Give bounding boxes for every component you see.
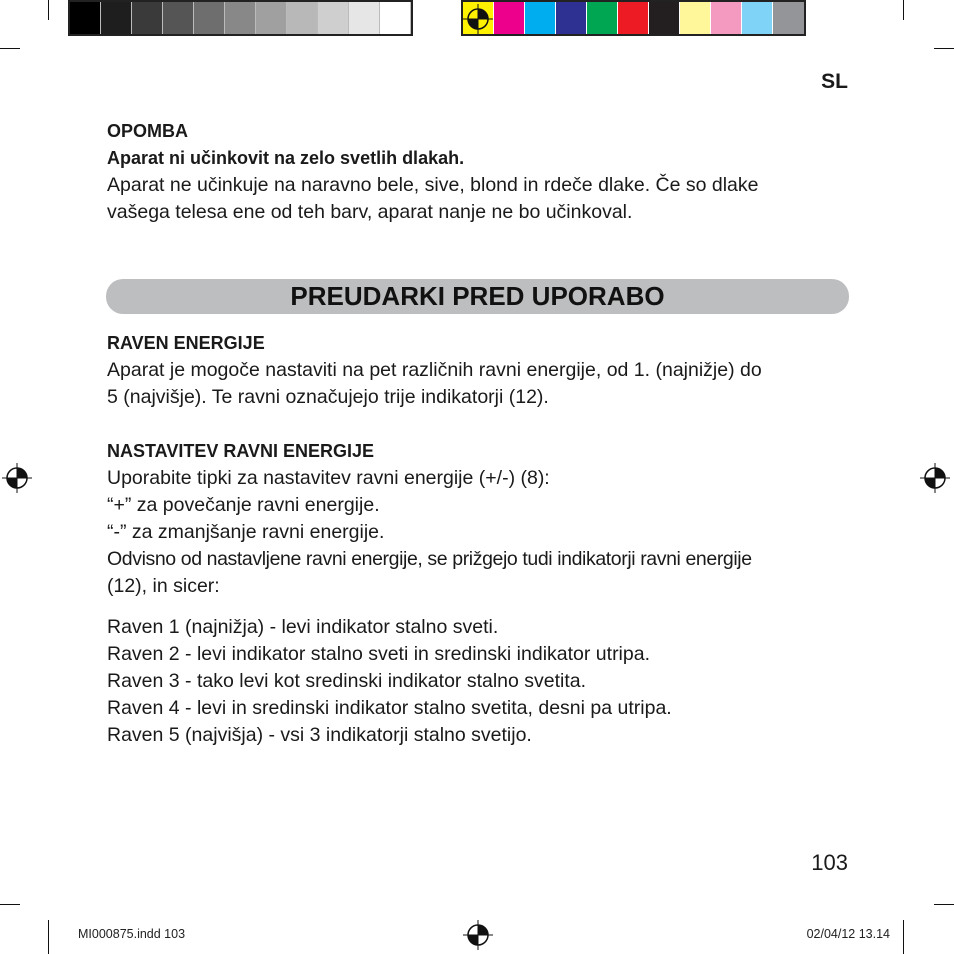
level-item: Raven 5 (najvišja) - vsi 3 indikatorji stalno svetijo. bbox=[107, 724, 532, 746]
energy-setting-heading: NASTAVITEV RAVNI ENERGIJE bbox=[107, 441, 375, 461]
energy-setting-line: “-” za zmanjšanje ravni energije. bbox=[107, 521, 385, 543]
crop-mark bbox=[0, 48, 20, 49]
crop-mark bbox=[48, 0, 49, 20]
color-swatch bbox=[525, 2, 556, 34]
registration-mark-icon bbox=[463, 4, 493, 34]
color-swatch bbox=[680, 2, 711, 34]
gray-swatch bbox=[194, 2, 225, 34]
crop-mark bbox=[903, 920, 904, 954]
color-swatch bbox=[649, 2, 680, 34]
grayscale-swatches bbox=[68, 0, 413, 36]
crop-mark bbox=[48, 920, 49, 954]
energy-setting-line: Odvisno od nastavljene ravni energije, se prižgejo tudi indikatorji ravni energije bbox=[107, 548, 752, 570]
footer-file-name: MI000875.indd 103 bbox=[78, 927, 186, 941]
registration-mark-icon bbox=[920, 463, 950, 493]
level-item: Raven 2 - levi indikator stalno sveti in sredinski indikator utripa. bbox=[107, 643, 651, 665]
energy-setting-section bbox=[107, 438, 849, 600]
registration-mark-icon bbox=[2, 463, 32, 493]
crop-mark bbox=[934, 904, 954, 905]
process-color-swatches bbox=[461, 0, 806, 36]
levels-list bbox=[107, 614, 849, 749]
color-swatch bbox=[618, 2, 649, 34]
color-swatch bbox=[494, 2, 525, 34]
level-item: Raven 1 (najnižja) - levi indikator stalno sveti. bbox=[107, 616, 499, 638]
energy-setting-line: “+” za povečanje ravni energije. bbox=[107, 494, 380, 516]
energy-setting-line: Uporabite tipki za nastavitev ravni energije (+/-) (8): bbox=[107, 467, 550, 489]
color-calibration-bar bbox=[68, 0, 806, 36]
gray-swatch bbox=[349, 2, 380, 34]
color-swatch bbox=[773, 2, 804, 34]
crop-mark bbox=[0, 904, 20, 905]
gray-swatch bbox=[380, 2, 411, 34]
color-swatch bbox=[587, 2, 618, 34]
note-line: Aparat ne učinkuje na naravno bele, sive, blond in rdeče dlake. Če so dlake bbox=[107, 174, 759, 196]
crop-mark bbox=[903, 0, 904, 20]
note-line: vašega telesa ene od teh barv, aparat nanje ne bo učinkoval. bbox=[107, 201, 633, 223]
energy-level-line: 5 (najvišje). Te ravni označujejo trije indikatorji (12). bbox=[107, 386, 549, 408]
language-code: SL bbox=[821, 70, 848, 93]
level-item: Raven 3 - tako levi kot sredinski indikator stalno svetita. bbox=[107, 670, 587, 692]
note-heading: OPOMBA bbox=[107, 121, 188, 141]
energy-level-line: Aparat je mogoče nastaviti na pet različnih ravni energije, od 1. (najnižje) do bbox=[107, 359, 762, 381]
crop-mark bbox=[934, 48, 954, 49]
level-item: Raven 4 - levi in sredinski indikator stalno svetita, desni pa utripa. bbox=[107, 697, 672, 719]
gray-swatch bbox=[256, 2, 287, 34]
registration-mark-icon bbox=[463, 920, 493, 950]
section-title: PREUDARKI PRED UPORABO bbox=[290, 281, 665, 311]
gray-swatch bbox=[70, 2, 101, 34]
gray-swatch bbox=[287, 2, 318, 34]
gray-swatch bbox=[132, 2, 163, 34]
gray-swatch bbox=[318, 2, 349, 34]
note-subheading: Aparat ni učinkovit na zelo svetlih dlakah. bbox=[107, 148, 465, 168]
color-swatch bbox=[711, 2, 742, 34]
energy-setting-line: (12), in sicer: bbox=[107, 575, 220, 597]
energy-level-section bbox=[107, 330, 849, 411]
page-number: 103 bbox=[811, 850, 848, 875]
energy-level-heading: RAVEN ENERGIJE bbox=[107, 333, 265, 353]
note-section bbox=[107, 118, 849, 226]
gray-swatch bbox=[163, 2, 194, 34]
color-swatch bbox=[742, 2, 773, 34]
color-swatch bbox=[556, 2, 587, 34]
section-banner bbox=[106, 279, 849, 314]
gray-swatch bbox=[101, 2, 132, 34]
footer-date-time: 02/04/12 13.14 bbox=[806, 927, 890, 941]
gray-swatch bbox=[225, 2, 256, 34]
